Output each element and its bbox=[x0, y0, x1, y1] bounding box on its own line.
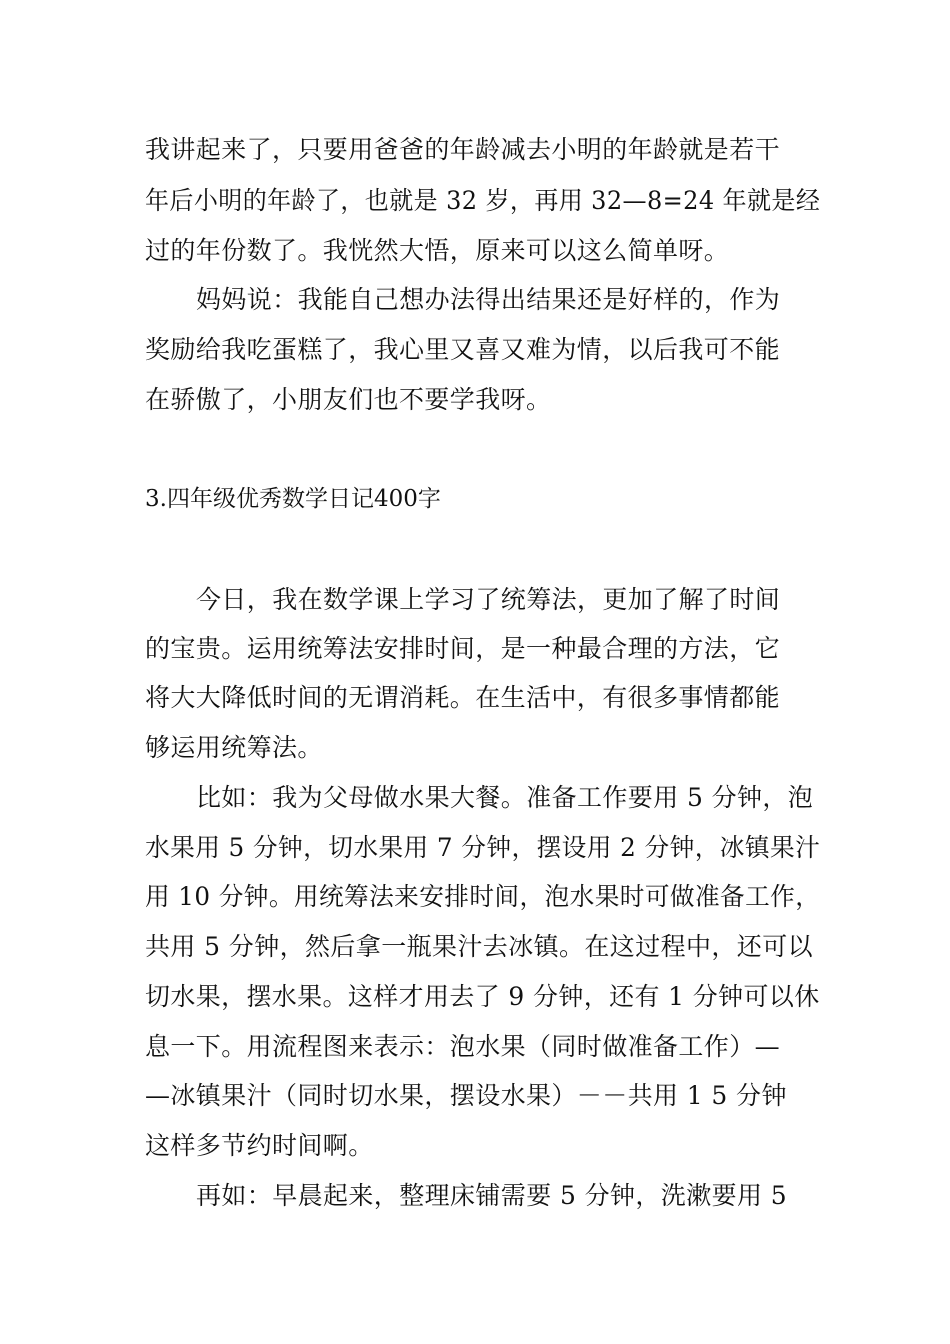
section-paragraph-1-line-2: 的宝贵。运用统筹法安排时间，是一种最合理的方法，它 bbox=[145, 634, 781, 663]
paragraph-2-line-2: 奖励给我吃蛋糕了，我心里又喜又难为情，以后我可不能 bbox=[145, 335, 781, 364]
section-paragraph-1-line-3: 将大大降低时间的无谓消耗。在生活中，有很多事情都能 bbox=[145, 683, 781, 712]
section-paragraph-2-line-1: 比如：我为父母做水果大餐。准备工作要用 5 分钟，泡 bbox=[196, 783, 814, 812]
section-paragraph-3-line-1: 再如：早晨起来，整理床铺需要 5 分钟，洗漱要用 5 bbox=[196, 1181, 788, 1210]
section-paragraph-2-line-3: 用 10 分钟。用统筹法来安排时间，泡水果时可做准备工作， bbox=[145, 882, 821, 911]
section-paragraph-2-line-7: —冰镇果汁（同时切水果，摆设水果）－－共用 1 5 分钟 bbox=[145, 1081, 787, 1110]
section-paragraph-2-line-2: 水果用 5 分钟，切水果用 7 分钟，摆设用 2 分钟，冰镇果汁 bbox=[145, 833, 821, 862]
paragraph-1-line-1: 我讲起来了，只要用爸爸的年龄减去小明的年龄就是若干 bbox=[145, 135, 781, 164]
section-paragraph-1-line-1: 今日，我在数学课上学习了统筹法，更加了解了时间 bbox=[196, 585, 781, 614]
section-paragraph-2-line-4: 共用 5 分钟，然后拿一瓶果汁去冰镇。在这过程中，还可以 bbox=[145, 932, 814, 961]
section-paragraph-2-line-5: 切水果，摆水果。这样才用去了 9 分钟，还有 1 分钟可以休 bbox=[145, 982, 820, 1011]
section-paragraph-1-line-4: 够运用统筹法。 bbox=[145, 733, 323, 762]
section-paragraph-2-line-8: 这样多节约时间啊。 bbox=[145, 1131, 374, 1160]
paragraph-1-line-2: 年后小明的年龄了，也就是 32 岁，再用 32—8=24 年就是经 bbox=[145, 186, 821, 215]
paragraph-2-line-3: 在骄傲了，小朋友们也不要学我呀。 bbox=[145, 385, 552, 414]
section-heading: 3.四年级优秀数学日记400字 bbox=[145, 486, 441, 512]
paragraph-1-line-3: 过的年份数了。我恍然大悟，原来可以这么简单呀。 bbox=[145, 236, 730, 265]
paragraph-2-line-1: 妈妈说：我能自己想办法得出结果还是好样的，作为 bbox=[196, 285, 781, 314]
section-paragraph-2-line-6: 息一下。用流程图来表示：泡水果（同时做准备工作）— bbox=[145, 1032, 781, 1061]
